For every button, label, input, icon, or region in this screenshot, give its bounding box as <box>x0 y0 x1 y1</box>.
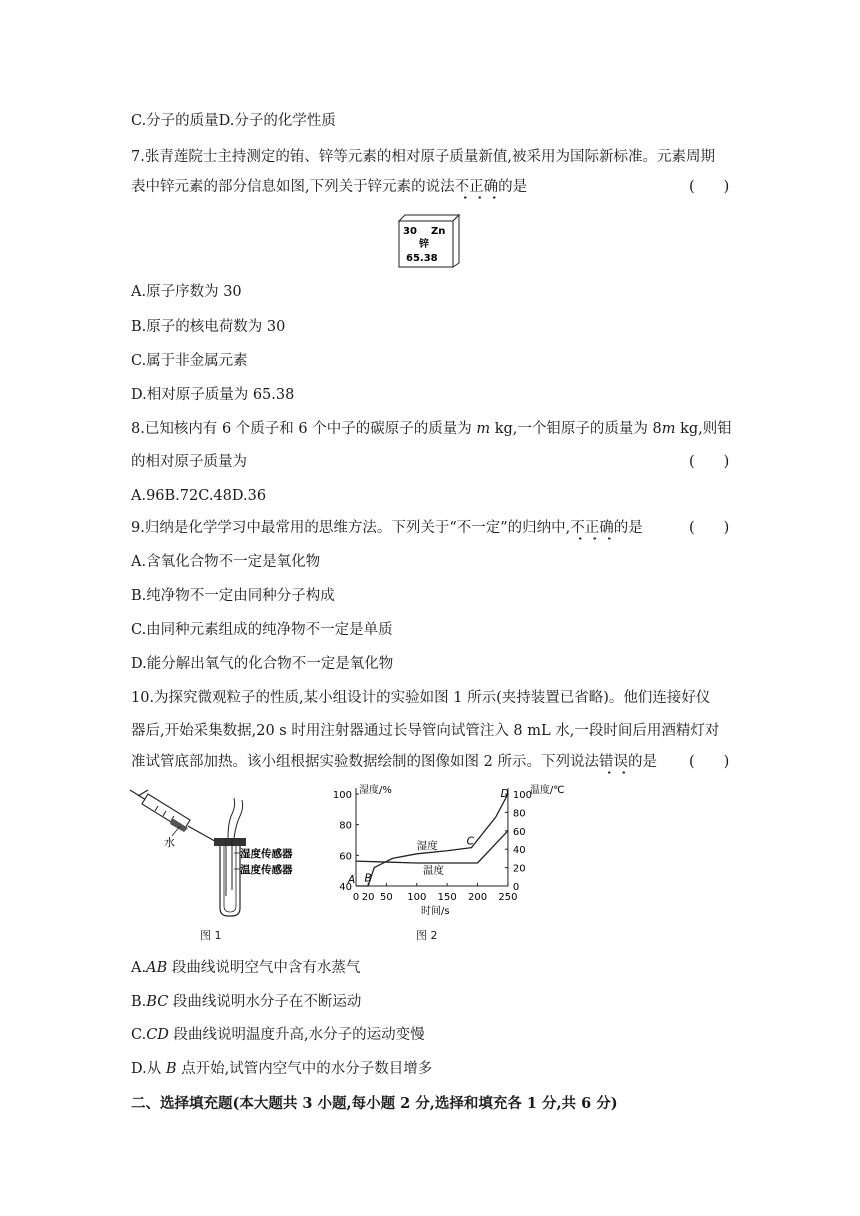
q10-answer-paren: ( ) <box>689 754 730 770</box>
q7-option-a: A.原子序数为 30 <box>131 284 242 300</box>
figure1-caption: 图 1 <box>200 929 222 942</box>
temperature-series-label: 温度 <box>422 864 444 877</box>
syringe-icon <box>130 790 220 844</box>
q7-emphasis: 不正确 <box>455 179 499 200</box>
y-right-tick-label: 60 <box>512 826 526 838</box>
x-tick-label: 20 <box>361 892 375 903</box>
figure2-caption: 图 2 <box>416 929 438 942</box>
q9-option-b: B.纯净物不一定由同种分子构成 <box>131 588 335 604</box>
water-label: 水 <box>164 836 175 849</box>
element-number: 30 <box>403 226 417 237</box>
figure2-chart <box>324 782 565 922</box>
x-axis-label: 时间/s <box>421 906 450 917</box>
q9-answer-paren: ( ) <box>689 520 730 536</box>
q7-option-d: D.相对原子质量为 65.38 <box>131 387 295 403</box>
y-left-tick-label: 60 <box>339 851 352 863</box>
x-tick-label: 200 <box>467 892 488 903</box>
q10-stem-line2: 器后,开始采集数据,20 s 时用注射器通过长导管向试管注入 8 mL 水,一段时间后用酒精灯对 <box>131 723 720 739</box>
section2-heading: 二、选择填充题(本大题共 3 小题,每小题 2 分,选择和填充各 1 分,共 6 分) <box>131 1095 618 1112</box>
y-left-axis-label: 湿度/% <box>359 785 392 796</box>
q10-option-b: B.BC 段曲线说明水分子在不断运动 <box>131 994 362 1010</box>
q8-stem-line1: 8.已知核内有 6 个质子和 6 个中子的碳原子的质量为 m kg,一个钼原子的质量为 8m kg,则钼 <box>131 421 732 437</box>
q7-option-c: C.属于非金属元素 <box>131 353 248 369</box>
y-left-tick-label: 40 <box>339 882 352 893</box>
y-right-tick-label: 0 <box>512 882 520 893</box>
q10-option-c: C.CD 段曲线说明温度升高,水分子的运动变慢 <box>131 1027 425 1043</box>
point-c-label: C <box>466 835 474 848</box>
x-tick-label: 100 <box>407 892 427 903</box>
q9-option-d: D.能分解出氧气的化合物不一定是氧化物 <box>131 656 394 672</box>
point-d-label: D <box>500 788 509 801</box>
x-tick-label: 250 <box>498 892 518 903</box>
point-a-label: A <box>348 873 356 886</box>
y-right-tick-label: 40 <box>512 845 526 857</box>
y-left-tick-label: 100 <box>332 790 352 801</box>
q10-option-d: D.从 B 点开始,试管内空气中的水分子数目增多 <box>131 1061 433 1077</box>
q9-stem: 9.归纳是化学学习中最常用的思维方法。下列关于“不一定”的归纳中,不正确的是 <box>131 518 643 538</box>
point-b-label: B <box>364 872 372 885</box>
y-right-tick-label: 100 <box>512 790 533 801</box>
x-tick-label: 150 <box>437 892 457 903</box>
zinc-element-card <box>397 213 465 269</box>
element-mass: 65.38 <box>406 253 438 264</box>
y-right-tick-label: 20 <box>512 863 526 875</box>
element-name: 锌 <box>419 239 429 250</box>
temp-sensor-label: 温度传感器 <box>240 864 293 876</box>
q10-option-a: A.AB 段曲线说明空气中含有水蒸气 <box>131 960 361 976</box>
element-symbol: Zn <box>431 226 446 237</box>
q8-answer-paren: ( ) <box>689 454 730 470</box>
q10-stem-line3: 准试管底部加热。该小组根据实验数据绘制的图像如图 2 所示。下列说法错误的是 <box>131 752 657 772</box>
q6-options-cd: C.分子的质量D.分子的化学性质 <box>131 113 336 129</box>
x-tick-label: 50 <box>380 892 393 903</box>
humidity-sensor-label: 湿度传感器 <box>240 848 293 860</box>
x-tick-label: 0 <box>352 892 360 903</box>
q9-option-a: A.含氧化合物不一定是氧化物 <box>131 554 321 570</box>
q7-stem-line1: 7.张青莲院士主持测定的铕、锌等元素的相对原子质量新值,被采用为国际新标准。元素周期 <box>131 149 715 165</box>
q9-option-c: C.由同种元素组成的纯净物不一定是单质 <box>131 622 393 638</box>
y-right-tick-label: 80 <box>512 808 526 820</box>
y-left-tick-label: 80 <box>339 820 352 832</box>
q8-options: A.96B.72C.48D.36 <box>131 488 267 504</box>
q8-stem-line2: 的相对原子质量为 <box>131 454 247 470</box>
y-right-axis-label: 温度/℃ <box>529 785 565 796</box>
humidity-series-label: 湿度 <box>416 840 438 853</box>
q10-stem-line1: 10.为探究微观粒子的性质,某小组设计的实验如图 1 所示(夹持装置已省略)。他们连接好仪 <box>131 690 711 706</box>
figure1-apparatus <box>128 786 308 920</box>
q7-stem-line2: 表中锌元素的部分信息如图,下列关于锌元素的说法不正确的是 <box>131 177 527 197</box>
q7-answer-paren: ( ) <box>689 179 730 195</box>
q7-option-b: B.原子的核电荷数为 30 <box>131 319 286 335</box>
